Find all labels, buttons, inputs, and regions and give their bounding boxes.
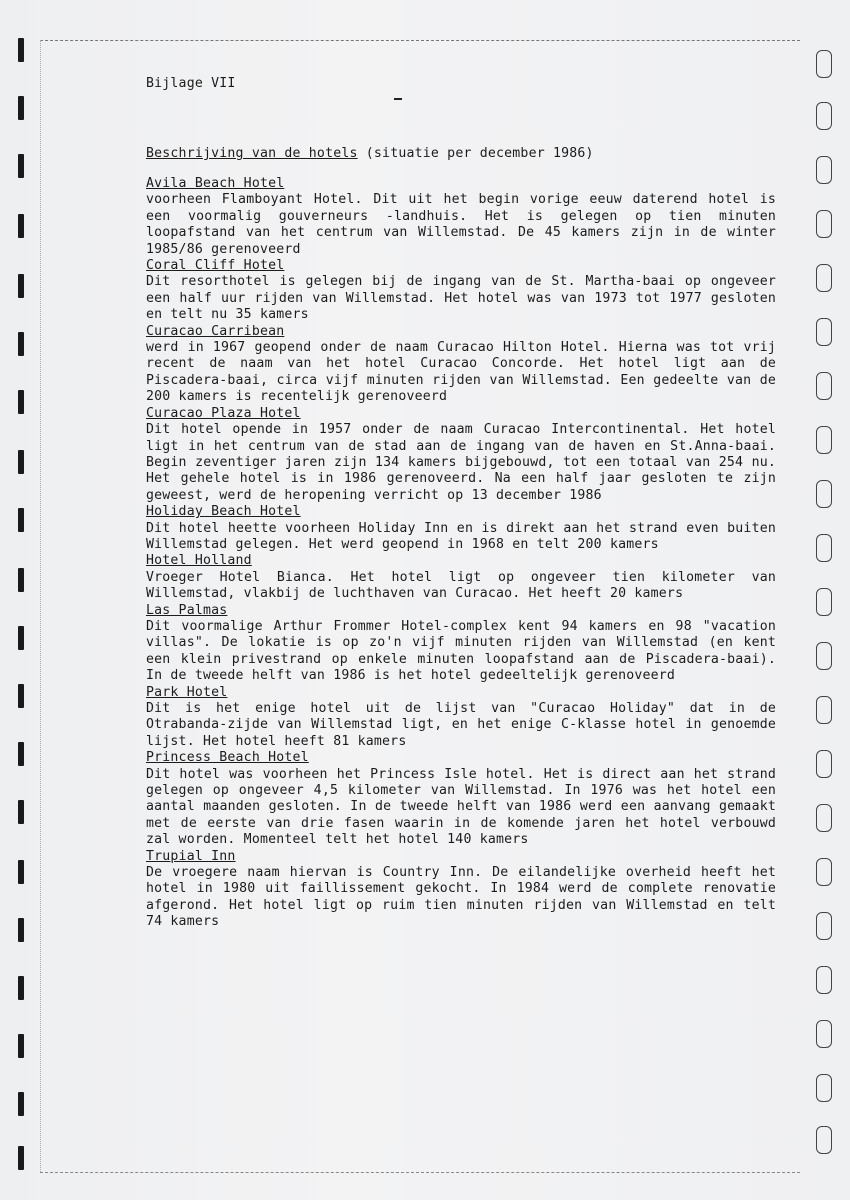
- hotel-entry: [146, 504, 776, 553]
- hotel-entry: [146, 258, 776, 324]
- heading-subtitle: (situatie per december 1986): [365, 146, 594, 161]
- hotel-description: werd in 1967 geopend onder de naam Curacao Hilton Hotel. Hierna was tot vrij recent de naam van het hotel Curacao Concorde. Het hotel ligt aan de Piscadera-baai, circa vijf minuten rijden van Willemstad. Een gedeelte van de 200 kamers is recentelijk gerenoveerd: [146, 340, 776, 405]
- hotel-name: Curacao Carribean: [146, 323, 285, 339]
- hotel-description: Dit hotel opende in 1957 onder de naam Curacao Intercontinental. Het hotel ligt in het centrum van de stad aan de ingang van de haven en St.Anna-baai. Begin zeventiger jaren zijn 134 kamers bijgebouwd, tot een totaal van 254 nu. Het gehele hotel is in 1986 gerenoveerd. Na een half jaar gesloten te zijn geweest, werd de heropening verricht op 13 december 1986: [146, 422, 776, 503]
- bottom-perforation-line: [40, 1172, 800, 1173]
- appendix-label: Bijlage VII: [146, 76, 236, 91]
- hotel-entry: [146, 849, 776, 931]
- heading-title: Beschrijving van de hotels: [146, 146, 358, 161]
- hotel-description: Dit hotel was voorheen het Princess Isle hotel. Het is direct aan het strand gelegen op ongeveer 4,5 kilometer van Willemstad. In 1976 was het hotel een aantal maanden gesloten. In de tweede helft van 1986 werd een aanvang gemaakt met de eerste van drie fasen waarin in de komende jaren het hotel verbouwd zal worden. Momenteel telt het hotel 140 kamers: [146, 766, 776, 848]
- hotel-description: Dit is het enige hotel uit de lijst van "Curacao Holiday" dat in de Otrabanda-zijde van Willemstad ligt, en het enige C-klasse hotel in genoemde lijst. Het hotel heeft 81 kamers: [146, 701, 776, 749]
- hotel-name: Hotel Holland: [146, 553, 252, 569]
- hotel-entry: [146, 406, 776, 504]
- hotel-list: [146, 176, 776, 931]
- hotel-description: voorheen Flamboyant Hotel. Dit uit het begin vorige eeuw daterend hotel is een voormalig gouverneurs -landhuis. Het is gelegen op tien minuten loopafstand van het centrum van Willemstad. De 45 kamers zijn in de winter 1985/86 gerenoveerd: [146, 192, 776, 257]
- hotel-description: Dit voormalige Arthur Frommer Hotel-complex kent 94 kamers en 98 "vacation villas". De lokatie is op zo'n vijf minuten rijden van Willemstad (en kent een klein privestrand op enkele minuten loopafstand aan de Piscadera-baai). In de tweede helft van 1986 is het hotel gedeeltelijk gerenoveerd: [146, 618, 776, 684]
- top-perforation-line: [40, 40, 800, 41]
- page-heading: [146, 146, 594, 161]
- hotel-name: Park Hotel: [146, 684, 228, 700]
- hotel-name: Curacao Plaza Hotel: [146, 405, 301, 421]
- left-binding-holes: [14, 30, 38, 1180]
- hotel-entry: [146, 324, 776, 406]
- hotel-name: Las Palmas: [146, 602, 228, 618]
- hotel-name: Coral Cliff Hotel: [146, 258, 285, 274]
- hotel-entry: [146, 750, 776, 848]
- hotel-entry: [146, 176, 776, 258]
- hotel-entry: [146, 685, 776, 751]
- dash-mark: [394, 98, 402, 100]
- left-perforation-line: [40, 40, 41, 1172]
- hotel-name: Trupial Inn: [146, 848, 236, 864]
- hotel-description: Dit hotel heette voorheen Holiday Inn en is direkt aan het strand even buiten Willemstad gelegen. Het werd geopend in 1968 en telt 200 kamers: [146, 520, 776, 552]
- hotel-description: Dit resorthotel is gelegen bij de ingang van de St. Martha-baai op ongeveer een half uur rijden van Willemstad. Het hotel was van 1973 tot 1977 gesloten en telt nu 35 kamers: [146, 274, 776, 323]
- hotel-name: Avila Beach Hotel: [146, 176, 285, 191]
- hotel-description: Vroeger Hotel Bianca. Het hotel ligt op ongeveer tien kilometer van Willemstad, vlakbij de luchthaven van Curacao. Het heeft 20 kamers: [146, 569, 776, 602]
- hotel-entry: [146, 553, 776, 602]
- hotel-name: Holiday Beach Hotel: [146, 504, 301, 520]
- right-binding-holes: [812, 40, 842, 1170]
- hotel-entry: [146, 603, 776, 685]
- hotel-description: De vroegere naam hiervan is Country Inn. De eilandelijke overheid heeft het hotel in 1980 uit faillissement gekocht. In 1984 werd de complete renovatie afgerond. Het hotel ligt op ruim tien minuten rijden van Willemstad en telt 74 kamers: [146, 865, 776, 930]
- hotel-name: Princess Beach Hotel: [146, 750, 309, 766]
